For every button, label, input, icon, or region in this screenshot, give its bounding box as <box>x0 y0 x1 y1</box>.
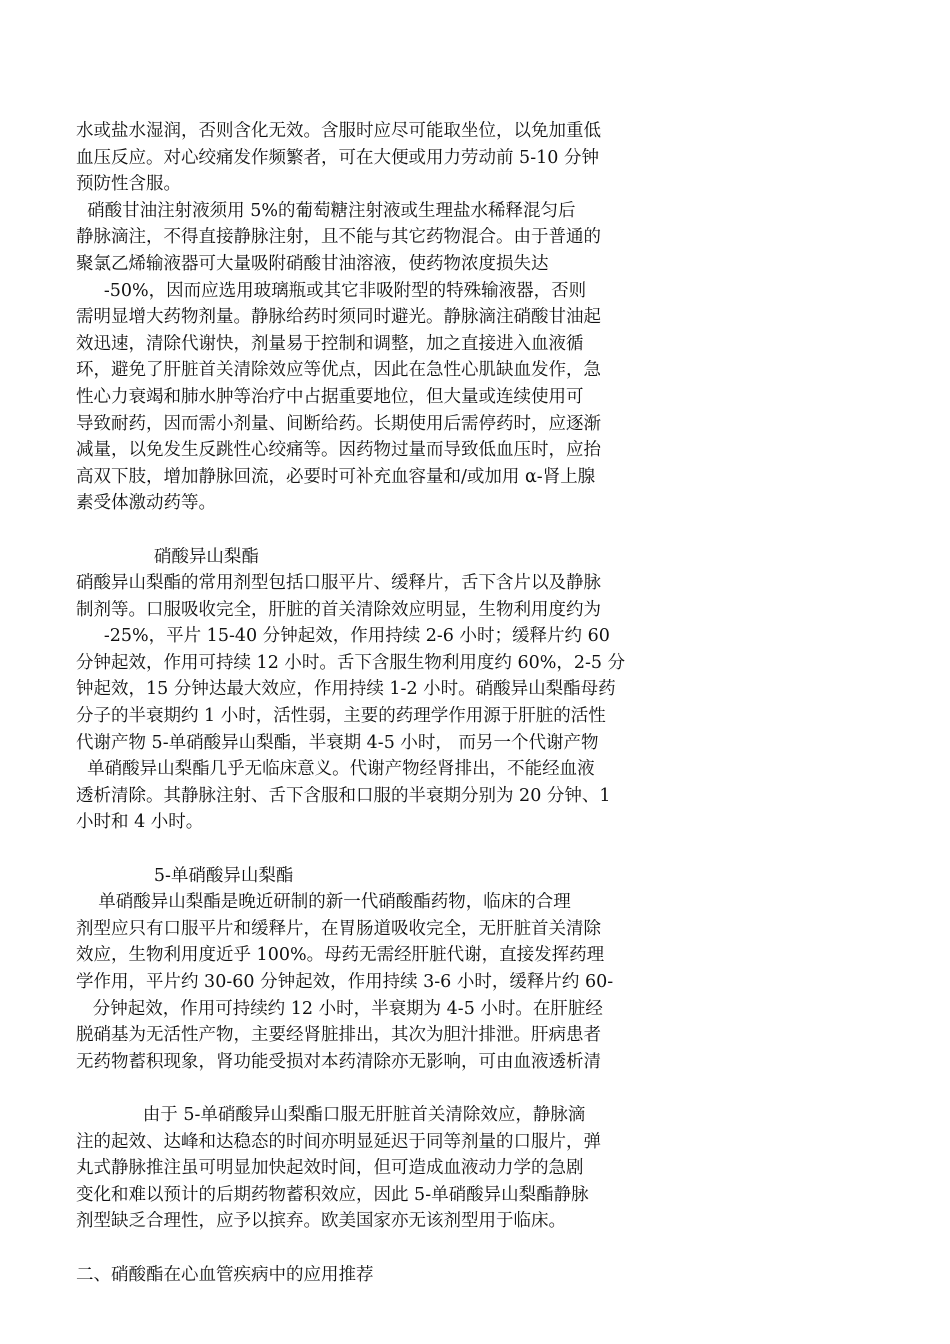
text-line: 注的起效、达峰和达稳态的时间亦明显延迟于同等剂量的口服片，弹 <box>76 1131 601 1152</box>
blank-line <box>76 1075 726 1102</box>
text-line: 制剂等。口服吸收完全，肝脏的首关清除效应明显，生物利用度约为 <box>76 599 601 620</box>
text-line: 小时和 4 小时。 <box>76 812 204 833</box>
text-line: 丸式静脉推注虽可明显加快起效时间，但可造成血液动力学的急剧 <box>76 1158 584 1179</box>
text-line: 分钟起效，作用可持续约 12 小时，半衰期为 4-5 小时。在肝脏经 <box>76 998 603 1019</box>
text-line: -25%，平片 15-40 分钟起效，作用持续 2-6 小时；缓释片约 60 <box>76 626 610 647</box>
text-line: 环，避免了肝脏首关清除效应等优点，因此在急性心肌缺血发作，急 <box>76 360 601 381</box>
paragraph-1 <box>76 118 726 198</box>
text-line: 剂型缺乏合理性，应予以摈弃。欧美国家亦无该剂型用于临床。 <box>76 1211 566 1232</box>
text-line: 剂型应只有口服平片和缓释片，在胃肠道吸收完全，无肝脏首关清除 <box>76 918 601 939</box>
text-line: 性心力衰竭和肺水肿等治疗中占据重要地位，但大量或连续使用可 <box>76 386 584 407</box>
paragraph-3 <box>76 570 726 836</box>
blank-line <box>76 1235 726 1262</box>
text-line: 预防性含服。 <box>76 174 181 195</box>
text-line: 效迅速，清除代谢快，剂量易于控制和调整，加之直接进入血液循 <box>76 333 584 354</box>
text-line: 变化和难以预计的后期药物蓄积效应，因此 5-单硝酸异山梨酯静脉 <box>76 1184 589 1205</box>
section-heading: 二、硝酸酯在心血管疾病中的应用推荐 <box>76 1264 374 1285</box>
text-line: -50%，因而应选用玻璃瓶或其它非吸附型的特殊输液器，否则 <box>76 280 587 301</box>
blank-line <box>76 836 726 863</box>
paragraph-4 <box>76 889 726 1075</box>
subheading-isosorbide-mononitrate: 5-单硝酸异山梨酯 <box>76 865 294 886</box>
text-line: 水或盐水湿润，否则含化无效。含服时应尽可能取坐位，以免加重低 <box>76 121 601 141</box>
text-line: 无药物蓄积现象，肾功能受损对本药清除亦无影响，可由血液透析清 <box>76 1051 601 1072</box>
document-page <box>76 118 726 1288</box>
text-line: 学作用，平片约 30-60 分钟起效，作用持续 3-6 小时，缓释片约 60- <box>76 972 614 992</box>
text-line: 减量，以免发生反跳性心绞痛等。因药物过量而导致低血压时，应抬 <box>76 440 601 461</box>
text-line: 硝酸异山梨酯的常用剂型包括口服平片、缓释片，舌下含片以及静脉 <box>76 573 601 594</box>
text-line: 分子的半衰期约 1 小时，活性弱，主要的药理学作用源于肝脏的活性 <box>76 706 606 727</box>
text-line: 聚氯乙烯输液器可大量吸附硝酸甘油溶液，使药物浓度损失达 <box>76 253 549 274</box>
paragraph-2 <box>76 198 726 517</box>
subheading-isosorbide-dinitrate: 硝酸异山梨酯 <box>76 546 259 567</box>
text-line: 效应，生物利用度近乎 100%。母药无需经肝脏代谢，直接发挥药理 <box>76 945 605 966</box>
text-line: 脱硝基为无活性产物，主要经肾脏排出，其次为胆汁排泄。肝病患者 <box>76 1025 601 1046</box>
text-line: 需明显增大药物剂量。静脉给药时须同时避光。静脉滴注硝酸甘油起 <box>76 307 601 328</box>
text-line: 单硝酸异山梨酯是晚近研制的新一代硝酸酯药物，临床的合理 <box>76 892 571 913</box>
text-line: 血压反应。对心绞痛发作频繁者，可在大便或用力劳动前 5-10 分钟 <box>76 147 599 168</box>
blank-line <box>76 517 726 544</box>
text-line: 高双下肢，增加静脉回流，必要时可补充血容量和/或加用 α-肾上腺 <box>76 466 596 487</box>
text-line: 代谢产物 5-单硝酸异山梨酯，半衰期 4-5 小时， 而另一个代谢产物 <box>76 732 599 753</box>
text-line: 单硝酸异山梨酯几乎无临床意义。代谢产物经肾排出，不能经血液 <box>76 759 595 780</box>
text-line: 硝酸甘油注射液须用 5%的葡萄糖注射液或生理盐水稀释混匀后 <box>76 200 576 221</box>
text-line: 由于 5-单硝酸异山梨酯口服无肝脏首关清除效应，静脉滴 <box>76 1104 586 1125</box>
text-line: 透析清除。其静脉注射、舌下含服和口服的半衰期分别为 20 分钟、1 <box>76 785 611 806</box>
text-line: 钟起效，15 分钟达最大效应，作用持续 1-2 小时。硝酸异山梨酯母药 <box>76 679 616 700</box>
text-line: 分钟起效，作用可持续 12 小时。舌下含服生物利用度约 60%，2-5 分 <box>76 652 626 673</box>
text-line: 静脉滴注，不得直接静脉注射，且不能与其它药物混合。由于普通的 <box>76 227 601 248</box>
text-line: 导致耐药，因而需小剂量、间断给药。长期使用后需停药时，应逐渐 <box>76 413 601 434</box>
paragraph-5 <box>76 1102 726 1235</box>
text-line: 素受体激动药等。 <box>76 493 216 514</box>
